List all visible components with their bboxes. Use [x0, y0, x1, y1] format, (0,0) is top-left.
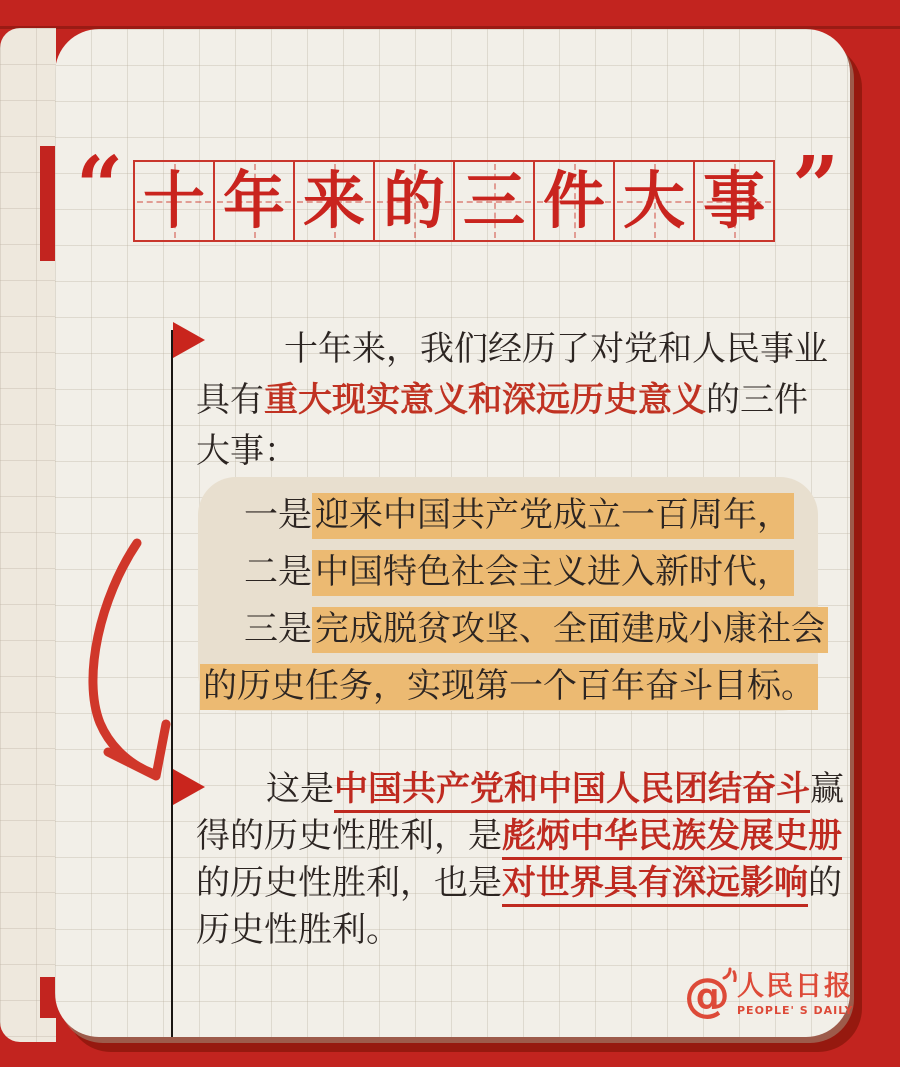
text-line — [196, 375, 828, 426]
text-segment-hl: 迎来中国共产党成立一百周年， — [312, 493, 794, 539]
text-segment-redline: 彪炳中华民族发展史册 — [502, 816, 842, 860]
title-char: 年 — [222, 164, 285, 237]
text-segment-ink: 十年来，我们经历了对党和人民事业 — [284, 329, 828, 369]
title-char: 大 — [622, 164, 685, 237]
text-segment-ink: 得的历史性胜利，是 — [196, 816, 502, 856]
headline-character-boxes — [133, 160, 773, 242]
title-char: 的 — [382, 164, 445, 237]
open-quote-mark: “ — [76, 139, 124, 235]
text-line — [196, 324, 828, 375]
text-segment-ink: 赢 — [810, 769, 844, 809]
text-segment-hl: 完成脱贫攻坚、全面建成小康社会 — [312, 607, 828, 653]
text-line — [200, 658, 828, 715]
text-line — [196, 426, 828, 477]
text-segment-ink: 大事： — [196, 431, 298, 471]
title-char-box — [613, 160, 695, 242]
text-segment-hl: 的历史任务，实现第一个百年奋斗目标。 — [200, 664, 818, 710]
text-segment-redline: 对世界具有深远影响 — [502, 863, 808, 907]
close-quote-mark: ” — [792, 139, 840, 235]
title-char-box — [293, 160, 375, 242]
victory-paragraph — [196, 766, 844, 954]
text-segment-ink: 二是 — [244, 552, 312, 592]
title-char: 事 — [702, 164, 765, 237]
title-char-box — [533, 160, 615, 242]
three-events-paragraph — [200, 487, 828, 715]
text-segment-redline: 中国共产党和中国人民团结奋斗 — [334, 769, 810, 813]
text-segment-red: 重大现实意义和深远历史意义 — [264, 380, 706, 420]
text-line — [200, 487, 828, 544]
text-segment-ink: 这是 — [266, 769, 334, 809]
at-megaphone-icon: @ — [684, 972, 730, 1018]
title-char-box — [693, 160, 775, 242]
text-segment-ink: 三是 — [244, 609, 312, 649]
title-char: 来 — [302, 164, 365, 237]
text-line — [196, 860, 844, 907]
sound-waves-icon — [721, 964, 739, 982]
text-line — [196, 907, 844, 954]
red-bookmark-tab-top — [40, 146, 56, 261]
text-segment-ink: 历史性胜利。 — [196, 910, 400, 950]
red-bookmark-tab-bottom — [40, 977, 56, 1018]
text-line — [200, 601, 828, 658]
text-segment-hl: 中国特色社会主义进入新时代， — [312, 550, 794, 596]
text-segment-ink: 的 — [808, 863, 842, 903]
text-segment-ink: 的历史性胜利，也是 — [196, 863, 502, 903]
title-char: 三 — [462, 164, 525, 237]
logo-english-name: PEOPLE' S DAILY — [737, 1003, 854, 1017]
title-char-box — [213, 160, 295, 242]
intro-paragraph — [196, 324, 828, 477]
text-line — [196, 766, 844, 813]
title-char-box — [453, 160, 535, 242]
logo-text — [737, 973, 853, 1016]
text-segment-ink: 一是 — [244, 495, 312, 535]
text-segment-ink: 具有 — [196, 380, 264, 420]
title-char-box — [133, 160, 215, 242]
title-char: 十 — [142, 164, 205, 237]
text-line — [200, 544, 828, 601]
title-char-box — [373, 160, 455, 242]
title-char: 件 — [542, 164, 605, 237]
curved-arrow-icon — [70, 528, 190, 788]
logo-chinese-name: 人民日报 — [737, 971, 853, 1003]
peoples-daily-logo — [684, 968, 854, 1022]
text-line — [196, 813, 844, 860]
text-segment-ink: 的三件 — [706, 380, 808, 420]
